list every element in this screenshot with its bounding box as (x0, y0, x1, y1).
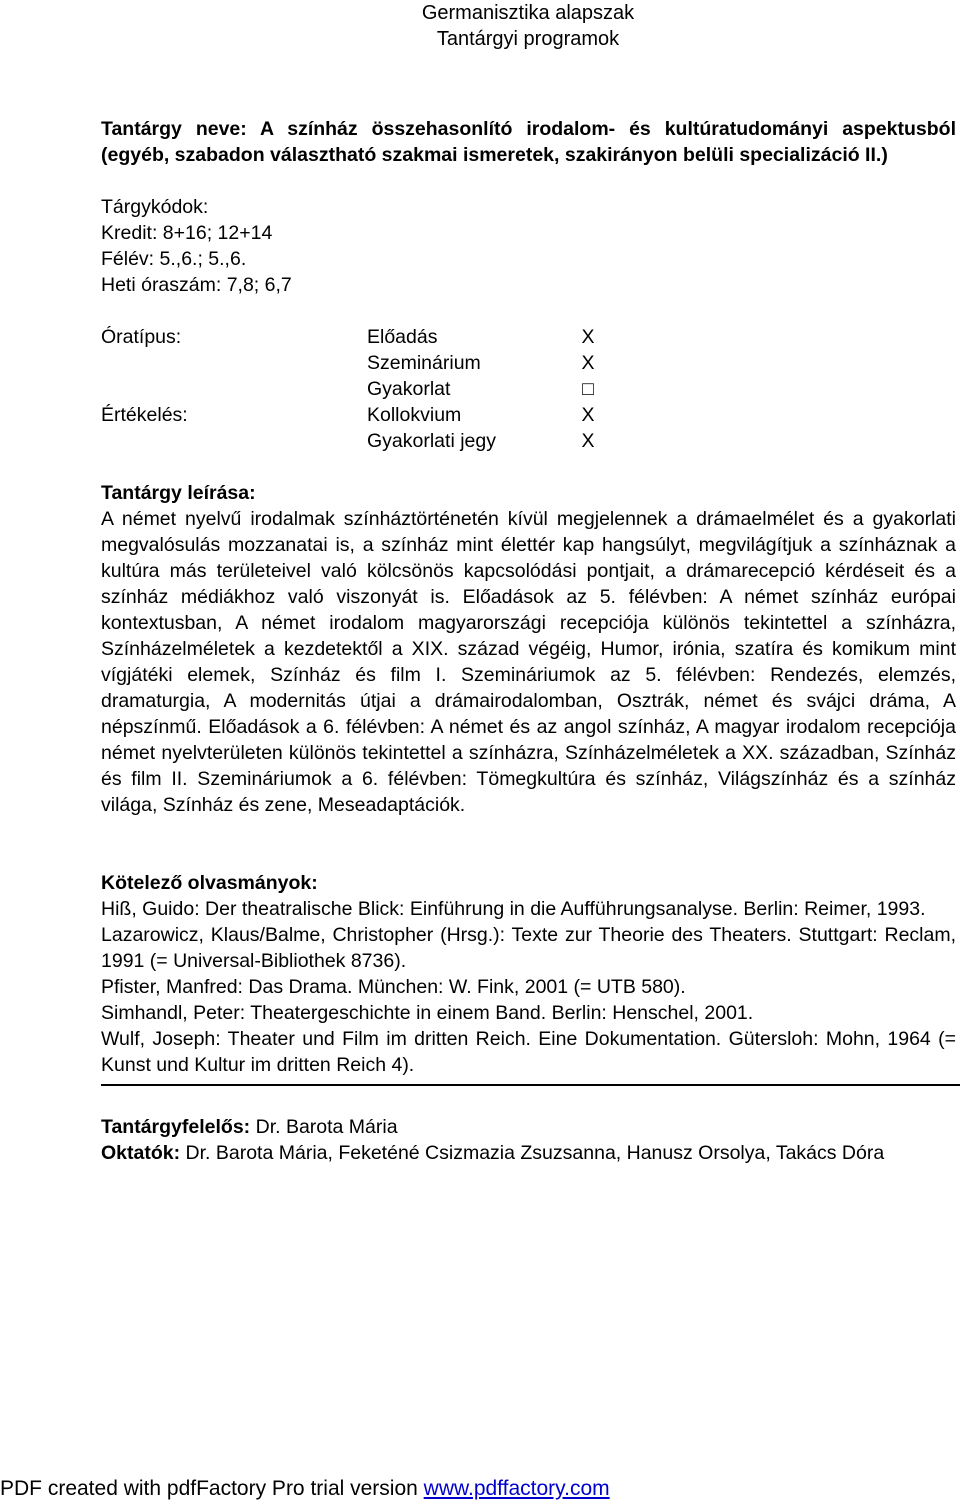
class-type-label: Óratípus: (101, 326, 182, 348)
class-eval-label: Értékelés: (101, 404, 188, 426)
readings-section (101, 870, 956, 1078)
instructors-label: Oktatók: (101, 1142, 181, 1164)
readings-heading: Kötelező olvasmányok: (101, 872, 318, 894)
description-text: A német nyelvű irodalmak színháztörténetén kívül megjelennek a drámaelmélet és a gyakorlati megvalósulás mozzanatai is, a színház mint élettér kap hangsúlyt, megvilágítjuk a színháznak a kultúra más területeivel való kölcsönös kapcsolódási pontjait, a drámarecepció kérdéseit és a színház médiákhoz való viszonyát is. Előadások az 5. félévben: A német színház európai kontextusban, A német irodalom magyarországi recepciója különös tekintettel a színházra, Színházelméletek a kezdetektől a XIX. század végéig, Humor, irónia, szatíra és komikum mint vígjátéki elemek, Színház és film I. Szemináriumok az 5. félévben: Rendezés, elemzés, dramaturgia, A modernitás útjai a drámairodalomban, Osztrák, német és svájci dráma, A népszínmű. Előadások a 6. félévben: A német és az angol színház, A magyar irodalom recepciója német nyelvterületen különös tekintettel a színházra, Színházelméletek a XX. században, Színház és film II. Szemináriumok a 6. félévben: Tömegkultúra és színház, Világszínház és a színház világa, Színház és zene, Meseadaptációk. (101, 508, 956, 816)
instructors-line (101, 1140, 956, 1166)
class-row-mark: X (581, 352, 595, 374)
class-row-mark: X (581, 430, 595, 452)
course-meta (101, 194, 956, 298)
reading-item: Simhandl, Peter: Theatergeschichte in einem Band. Berlin: Henschel, 2001. (101, 1002, 754, 1024)
course-document (101, 116, 956, 1166)
reading-item: Hiß, Guido: Der theatralische Blick: Einführung in die Aufführungsanalyse. Berlin: Reimer, 1993. (101, 898, 926, 920)
class-row-name: Gyakorlat (367, 378, 451, 400)
reading-item: Pfister, Manfred: Das Drama. München: W. Fink, 2001 (= UTB 580). (101, 976, 686, 998)
class-row-mark: X (581, 326, 595, 348)
course-credit: Kredit: 8+16; 12+14 (101, 222, 273, 244)
header-line-subtitle: Tantárgyi programok (436, 28, 620, 50)
responsible-line (101, 1114, 956, 1140)
class-row-name: Szeminárium (367, 352, 481, 374)
class-empty-cell (101, 350, 367, 376)
responsible-label: Tantárgyfelelős: (101, 1116, 251, 1138)
page-header (0, 0, 960, 52)
footer-text: PDF created with pdfFactory Pro trial version (0, 1477, 424, 1500)
responsible-value: Dr. Barota Mária (250, 1116, 398, 1138)
class-empty-cell (101, 376, 367, 402)
class-empty-cell (101, 428, 367, 454)
description-section (101, 480, 956, 818)
pdffactory-link[interactable]: www.pdffactory.com (423, 1477, 610, 1500)
course-title: Tantárgy neve: A színház összehasonlító irodalom- és kultúratudományi aspektusból (egyéb, szabadon választható szakmai ismeretek, szakirányon belüli specializáció II.) (101, 118, 956, 166)
course-hours: Heti óraszám: 7,8; 6,7 (101, 274, 292, 296)
class-row-name: Gyakorlati jegy (367, 430, 496, 452)
description-heading: Tantárgy leírása: (101, 482, 256, 504)
reading-item: Lazarowicz, Klaus/Balme, Christopher (Hrsg.): Texte zur Theorie des Theaters. Stuttgart: Reclam, 1991 (= Universal-Bibliothek 8736). (101, 924, 956, 972)
section-divider (101, 1084, 960, 1086)
reading-item: Wulf, Joseph: Theater und Film im dritten Reich. Eine Dokumentation. Gütersloh: Mohn, 1964 (= Kunst und Kultur im dritten Reich 4). (101, 1028, 956, 1076)
class-row-mark: □ (582, 378, 594, 400)
class-row-mark: X (581, 404, 595, 426)
staff-section (101, 1114, 956, 1166)
course-semester: Félév: 5.,6.; 5.,6. (101, 248, 247, 270)
instructors-value: Dr. Barota Mária, Feketéné Csizmazia Zsuzsanna, Hanusz Orsolya, Takács Dóra (180, 1142, 885, 1164)
class-row-name: Kollokvium (367, 404, 462, 426)
course-code-label: Tárgykódok: (101, 196, 209, 218)
pdf-footer (0, 1476, 610, 1502)
classification-table (101, 324, 956, 454)
class-row-name: Előadás (367, 326, 438, 348)
header-line-program: Germanisztika alapszak (421, 2, 635, 24)
